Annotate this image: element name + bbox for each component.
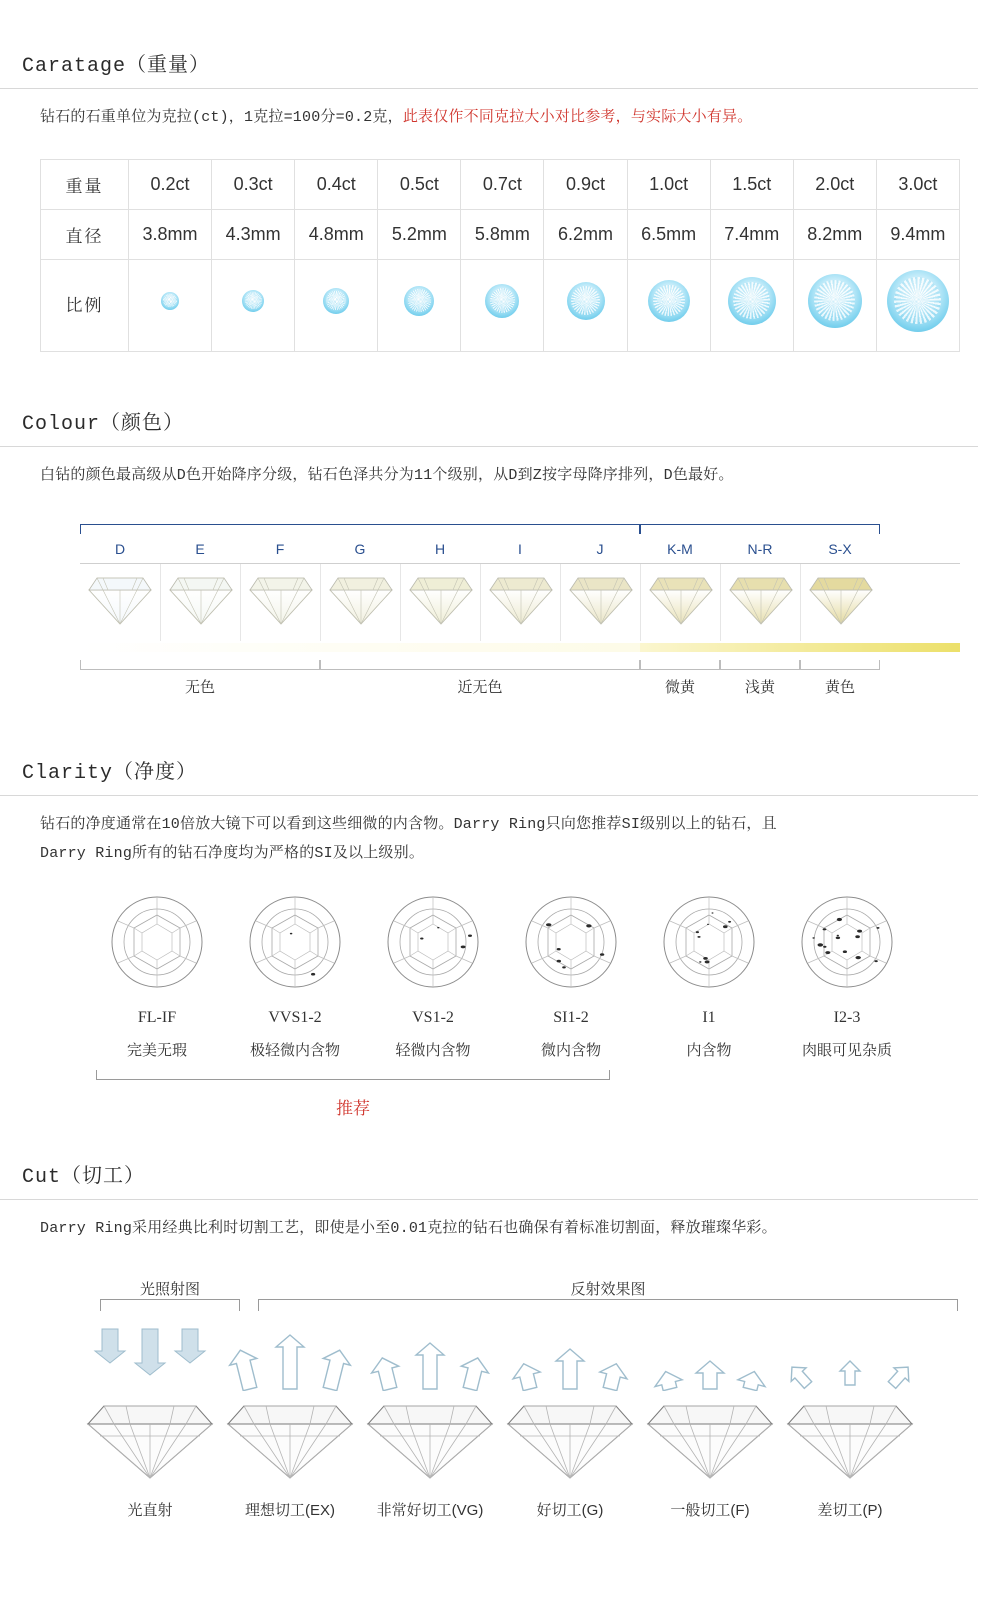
cut-intro: Darry Ring采用经典比利时切割工艺，即使是小至0.01克拉的钻石也确保有着标准切割面，释放璀璨华彩。 [40, 1220, 777, 1237]
colour-grade-label: I [518, 541, 522, 557]
diamond-shape-icon [85, 572, 155, 626]
colour-grade-label: J [596, 541, 604, 557]
clarity-title: Clarity（净度） [22, 762, 198, 785]
cut-grade-label: 光直射 [127, 1501, 173, 1519]
carat-size-table [40, 159, 960, 352]
colour-gem-cell [240, 564, 320, 641]
cut-caption-left-wrap [100, 1278, 240, 1311]
colour-grade-cell [240, 534, 320, 563]
colour-grade-cell [720, 534, 800, 563]
colour-grade-cell [560, 534, 640, 563]
cell-weight: 1.5ct [710, 159, 793, 209]
clarity-header [0, 755, 978, 796]
colour-grade-cell [320, 534, 400, 563]
diamond-shape-icon [246, 572, 316, 626]
colour-gradient-strip [80, 643, 960, 652]
bottom-spacer [0, 1520, 1000, 1566]
cell-ratio [793, 259, 876, 351]
colour-gem-cell [80, 564, 160, 641]
section-cut [0, 1159, 1000, 1566]
diamond-size-icon [887, 270, 949, 332]
cell-ratio [461, 259, 544, 351]
diamond-shape-icon [486, 572, 556, 626]
cell-diameter: 9.4mm [876, 209, 959, 259]
cut-item [220, 1327, 360, 1520]
colour-gem-cell [800, 564, 880, 641]
diamond-shape-icon [326, 572, 396, 626]
cell-weight: 0.7ct [461, 159, 544, 209]
cell-ratio [129, 259, 212, 351]
cut-grade-label: 理想切工(EX) [244, 1501, 335, 1519]
diamond-size-icon [242, 290, 264, 312]
clarity-description: 内含物 [686, 1042, 732, 1059]
colour-grade-chart [80, 524, 960, 697]
colour-grade-label: D [114, 541, 126, 557]
clarity-code: FL-IF [137, 1009, 177, 1026]
section-clarity [0, 755, 1000, 1119]
diamond-size-icon [161, 292, 179, 310]
section-caratage [0, 0, 1000, 352]
cell-weight: 0.2ct [129, 159, 212, 209]
colour-gem-cell [320, 564, 400, 641]
cell-diameter: 4.8mm [295, 209, 378, 259]
cell-ratio [544, 259, 627, 351]
cell-diameter: 5.8mm [461, 209, 544, 259]
cell-ratio [627, 259, 710, 351]
group-bracket [720, 660, 800, 670]
colour-grade-label: F [275, 541, 285, 557]
colour-group [80, 660, 320, 697]
cut-diamond-icon [220, 1396, 360, 1482]
cut-item [360, 1327, 500, 1520]
clarity-diamond-icon [247, 894, 343, 990]
colour-grade-cell [80, 534, 160, 563]
colour-gem-cell [640, 564, 720, 641]
cell-ratio [710, 259, 793, 351]
cell-weight: 2.0ct [793, 159, 876, 209]
colour-header [0, 406, 978, 447]
clarity-diamond-icon [385, 894, 481, 990]
cell-weight: 1.0ct [627, 159, 710, 209]
caratage-intro-note: 此表仅作不同克拉大小对比参考，与实际大小有异。 [402, 109, 753, 126]
colour-gem-cell [560, 564, 640, 641]
cell-diameter: 4.3mm [212, 209, 295, 259]
cut-diamond-icon [500, 1396, 640, 1482]
clarity-code: SI1-2 [553, 1009, 589, 1026]
cut-body [0, 1215, 1000, 1520]
group-bracket [80, 660, 320, 670]
colour-grade-cell [400, 534, 480, 563]
colour-grade-cell [640, 534, 720, 563]
diamond-size-icon [648, 280, 690, 322]
colour-group [640, 660, 720, 697]
clarity-description: 完美无瑕 [126, 1042, 187, 1059]
clarity-diamond-icon [109, 894, 205, 990]
colour-grade-labels [80, 534, 960, 563]
clarity-item [502, 894, 640, 1060]
cell-ratio [876, 259, 959, 351]
colour-group-labels [80, 660, 960, 697]
clarity-description: 轻微内含物 [395, 1042, 471, 1059]
light-arrows-up-icon [220, 1327, 360, 1391]
colour-grade-label: E [195, 541, 205, 557]
colour-title: Colour（颜色） [22, 412, 185, 436]
diamond-shape-icon [406, 572, 476, 626]
gradient-yellow [640, 643, 960, 652]
cut-right-bracket [258, 1299, 958, 1311]
cut-grade-label: 好切工(G) [536, 1501, 604, 1519]
cell-diameter: 8.2mm [793, 209, 876, 259]
cell-ratio [295, 259, 378, 351]
diamond-shape-icon [646, 572, 716, 626]
group-bracket [800, 660, 880, 670]
colour-grade-cell [480, 534, 560, 563]
cut-grade-label: 差切工(P) [817, 1501, 883, 1519]
diamond-size-icon [404, 286, 434, 316]
cut-diamond-icon [780, 1396, 920, 1482]
table-row-ratio [41, 259, 960, 351]
cut-grade-row [80, 1327, 960, 1520]
diamond-shape-icon [806, 572, 876, 626]
colour-grade-label: H [434, 541, 446, 557]
caratage-header [0, 48, 978, 89]
cut-caption-right-wrap [258, 1278, 958, 1311]
colour-grade-label: N-R [747, 541, 773, 557]
clarity-item [88, 894, 226, 1060]
row-label-diameter: 直径 [41, 209, 129, 259]
clarity-description: 微内含物 [540, 1042, 601, 1059]
group-bracket [320, 660, 640, 670]
clarity-code: I2-3 [833, 1009, 861, 1026]
cell-weight: 0.5ct [378, 159, 461, 209]
clarity-item [778, 894, 916, 1060]
section-colour [0, 406, 1000, 698]
colour-group [800, 660, 880, 697]
cell-ratio [378, 259, 461, 351]
cut-item [780, 1327, 920, 1520]
light-arrows-up-icon [360, 1327, 500, 1391]
clarity-intro [40, 811, 960, 868]
diamond-shape-icon [726, 572, 796, 626]
cut-diamond-icon [640, 1396, 780, 1482]
clarity-description: 肉眼可见杂质 [801, 1042, 892, 1059]
table-row-diameter [41, 209, 960, 259]
diamond-shape-icon [166, 572, 236, 626]
cut-diamond-icon [360, 1396, 500, 1482]
colour-group [320, 660, 640, 697]
light-arrows-down-icon [80, 1327, 220, 1391]
light-arrows-side-icon [780, 1327, 920, 1391]
clarity-diamond-icon [523, 894, 619, 990]
cell-diameter: 5.2mm [378, 209, 461, 259]
clarity-code: VS1-2 [412, 1009, 454, 1026]
colour-range-bracket [80, 524, 640, 534]
cell-weight: 3.0ct [876, 159, 959, 209]
cell-diameter: 3.8mm [129, 209, 212, 259]
cut-item [80, 1327, 220, 1520]
clarity-item [640, 894, 778, 1060]
group-bracket [640, 660, 720, 670]
diamond-shape-icon [566, 572, 636, 626]
cut-caption-right: 反射效果图 [570, 1280, 646, 1298]
caratage-intro [40, 104, 960, 133]
cut-header [0, 1159, 978, 1200]
colour-grade-cell [160, 534, 240, 563]
recommend-label: 推荐 [336, 1099, 370, 1118]
colour-gem-row [80, 563, 960, 641]
clarity-intro-line2: Darry Ring所有的钻石净度均为严格的SI及以上级别。 [40, 844, 425, 862]
clarity-item [364, 894, 502, 1060]
colour-group-label: 微黄 [664, 679, 695, 696]
colour-grade-label: S-X [828, 541, 852, 557]
table-row-weight [41, 159, 960, 209]
light-arrows-up-icon [640, 1327, 780, 1391]
colour-group-label: 黄色 [824, 679, 855, 696]
clarity-recommend-group [88, 1070, 648, 1119]
cell-weight: 0.3ct [212, 159, 295, 209]
diamond-size-icon [485, 284, 519, 318]
colour-range-bracket [640, 524, 880, 534]
colour-gem-cell [400, 564, 480, 641]
cut-caption-left: 光照射图 [139, 1280, 200, 1298]
colour-group-label: 浅黄 [744, 679, 775, 696]
colour-gem-cell [720, 564, 800, 641]
cell-diameter: 6.5mm [627, 209, 710, 259]
colour-group-label: 近无色 [457, 679, 503, 696]
light-arrows-up-icon [500, 1327, 640, 1391]
colour-intro: 白钻的颜色最高级从D色开始降序分级，钻石色泽共分为11个级别，从D到Z按字母降序排列，D色最好。 [40, 466, 734, 484]
clarity-code: I1 [702, 1009, 716, 1026]
cut-captions [100, 1278, 960, 1311]
clarity-body [0, 811, 1000, 1119]
cell-weight: 0.9ct [544, 159, 627, 209]
colour-grade-label: G [354, 541, 366, 557]
cut-diamond-icon [80, 1396, 220, 1482]
colour-group [720, 660, 800, 697]
clarity-item [226, 894, 364, 1060]
clarity-description: 极轻微内含物 [249, 1042, 340, 1059]
diamond-size-icon [728, 277, 776, 325]
clarity-grade-row [88, 894, 960, 1060]
colour-grade-label: K-M [667, 541, 693, 557]
cell-diameter: 6.2mm [544, 209, 627, 259]
cell-ratio [212, 259, 295, 351]
cut-grade-label: 非常好切工(VG) [376, 1501, 484, 1519]
clarity-diamond-icon [661, 894, 757, 990]
colour-gem-cell [480, 564, 560, 641]
colour-group-label: 无色 [184, 679, 215, 696]
gradient-colourless [80, 643, 640, 652]
diamond-size-icon [567, 282, 605, 320]
cut-item [500, 1327, 640, 1520]
colour-gem-cell [160, 564, 240, 641]
cut-item [640, 1327, 780, 1520]
colour-top-brackets [80, 524, 960, 534]
diamond-size-icon [323, 288, 349, 314]
cell-diameter: 7.4mm [710, 209, 793, 259]
cut-left-bracket [100, 1299, 240, 1311]
cut-title: Cut（切工） [22, 1166, 146, 1189]
caratage-intro-main: 钻石的石重单位为克拉(ct)，1克拉=100分=0.2克， [40, 109, 403, 126]
diamond-size-icon [808, 274, 862, 328]
recommend-bracket [96, 1070, 610, 1080]
caratage-body [0, 104, 1000, 352]
caratage-title: Caratage（重量） [22, 55, 211, 78]
clarity-code: VVS1-2 [268, 1009, 322, 1026]
colour-body [0, 462, 1000, 698]
cut-grade-label: 一般切工(F) [670, 1501, 750, 1519]
clarity-intro-line1: 钻石的净度通常在10倍放大镜下可以看到这些细微的内含物。Darry Ring只向您推荐SI级别以上的钻石，且 [40, 816, 777, 833]
row-label-ratio: 比例 [41, 259, 129, 351]
colour-grade-cell [800, 534, 880, 563]
cell-weight: 0.4ct [295, 159, 378, 209]
row-label-weight: 重量 [41, 159, 129, 209]
clarity-diamond-icon [799, 894, 895, 990]
